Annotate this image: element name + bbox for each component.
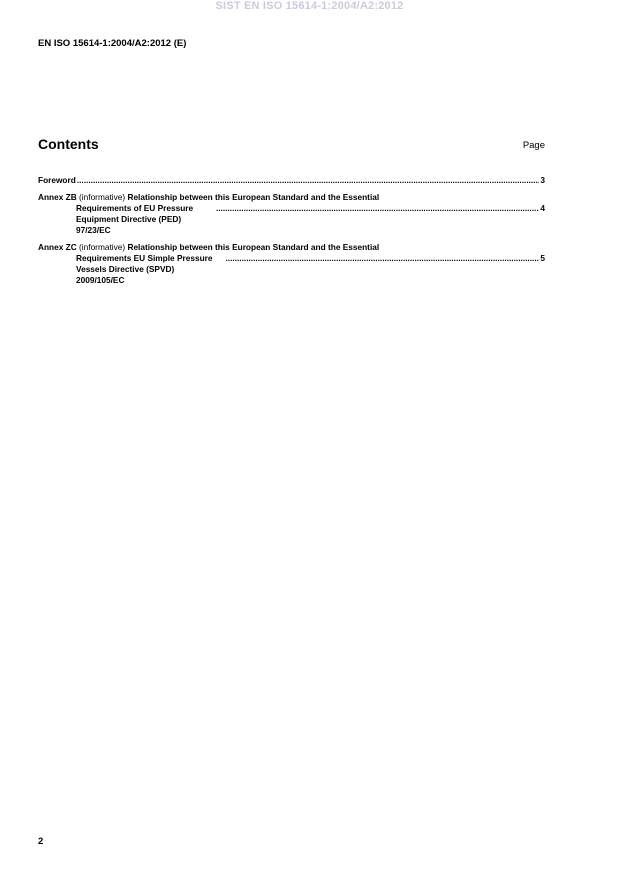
toc-entry-title-line1[interactable]: Relationship between this European Standard and the Essential xyxy=(127,242,380,252)
contents-title: Contents xyxy=(38,136,99,152)
watermark: SIST EN ISO 15614-1:2004/A2:2012 xyxy=(215,0,404,12)
page-column-label: Page xyxy=(522,140,545,151)
toc-line xyxy=(38,253,545,286)
toc-page-number[interactable]: 3 xyxy=(540,175,545,185)
toc-entry-title-line2[interactable]: Requirements of EU Pressure Equipment Directive (PED) 97/23/EC xyxy=(76,203,194,235)
toc-entry-annex-label[interactable]: Annex ZB xyxy=(38,192,77,202)
toc-entry-title[interactable]: Foreword xyxy=(38,175,76,185)
toc-entry-annex-zb[interactable] xyxy=(38,192,545,236)
toc-page-number[interactable]: 5 xyxy=(540,253,545,263)
toc-entry-annex-label[interactable]: Annex ZC xyxy=(38,242,77,252)
document-id-header: EN ISO 15614-1:2004/A2:2012 (E) xyxy=(38,38,187,49)
table-of-contents xyxy=(38,175,545,292)
toc-line xyxy=(38,175,545,186)
toc-line xyxy=(38,192,545,203)
dot-leader xyxy=(77,175,540,186)
dot-leader xyxy=(216,203,539,214)
toc-entry-foreword[interactable] xyxy=(38,175,545,186)
toc-page-number[interactable]: 4 xyxy=(540,203,545,213)
toc-entry-title-line1[interactable]: Relationship between this European Standard and the Essential xyxy=(127,192,380,202)
toc-entry-qualifier: (informative) xyxy=(76,192,128,202)
page-number: 2 xyxy=(38,836,44,847)
toc-entry-title-line2[interactable]: Requirements EU Simple Pressure Vessels Directive (SPVD) 2009/105/EC xyxy=(76,253,213,285)
dot-leader xyxy=(225,253,539,264)
toc-line xyxy=(38,242,545,253)
toc-line xyxy=(38,203,545,236)
toc-entry-annex-zc[interactable] xyxy=(38,242,545,286)
toc-entry-qualifier: (informative) xyxy=(76,242,128,252)
